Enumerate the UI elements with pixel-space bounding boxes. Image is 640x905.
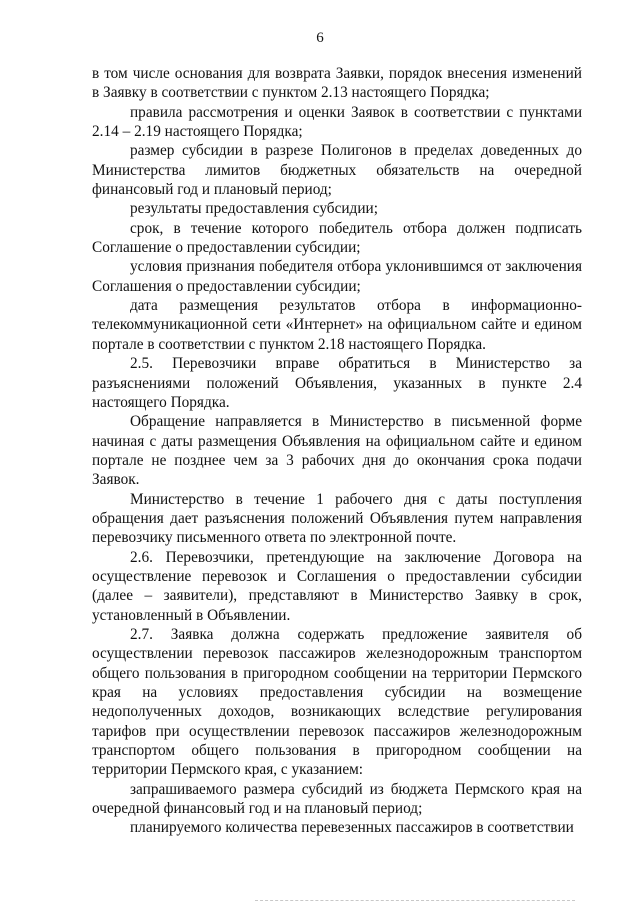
paragraph: в том числе основания для возврата Заявки, порядок внесения изменений в Заявку в соответствии с пунктом 2.13 настоящего Порядка; xyxy=(92,65,582,102)
paragraph: размер субсидии в разрезе Полигонов в пределах доведенных до Министерства лимитов бюджетных обязательств на очередной финансовый год и плановый период; xyxy=(92,142,582,199)
paragraph: условия признания победителя отбора уклонившимся от заключения Соглашения о предоставлении субсидии; xyxy=(92,258,582,295)
paragraph: Министерство в течение 1 рабочего дня с даты поступления обращения дает разъяснения положений Объявления путем направления перевозчику письменного ответа по электронной почте. xyxy=(92,490,582,547)
paragraph: 2.6. Перевозчики, претендующие на заключение Договора на осуществление перевозок и Соглашения о предоставлении субсидии (далее – заявители), представляют в Министерство Заявку в срок, установленный в Объявлении. xyxy=(92,548,582,624)
paragraph: Обращение направляется в Министерство в письменной форме начиная с даты размещения Объявления на официальном сайте и едином портале не позднее чем за 3 рабочих дня до окончания срока подачи Заявок. xyxy=(92,413,582,489)
page-number: 6 xyxy=(316,30,324,46)
paragraph: срок, в течение которого победитель отбора должен подписать Соглашение о предоставлении субсидии; xyxy=(92,219,582,257)
paragraph: запрашиваемого размера субсидий из бюджета Пермского края на очередной финансовый год и на плановый период; xyxy=(92,780,582,818)
paragraph: 2.5. Перевозчики вправе обратиться в Министерство за разъяснениями положений Объявления, указанных в пункте 2.4 настоящего Порядка. xyxy=(92,355,582,411)
paragraph: дата размещения результатов отбора в информационно-телекоммуникационной сети «Интернет» на официальном сайте и едином портале в соответствии с пунктом 2.18 настоящего Порядка. xyxy=(92,297,582,353)
document-body xyxy=(92,64,582,838)
paragraph: 2.7. Заявка должна содержать предложение заявителя об осуществлении перевозок пассажиров железнодорожным транспортом общего пользования в пригородном сообщении на территории Пермского края на условиях предоставления субсидии на возмещение недополученных доходов, возникающих вследствие регулирования тарифов при осуществлении перевозок пассажиров железнодорожным транспортом общего пользования в пригородном сообщении на территории Пермского края, с указанием: xyxy=(92,625,582,779)
paragraph: планируемого количества перевезенных пассажиров в соответствии xyxy=(130,819,574,837)
paragraph: результаты предоставления субсидии; xyxy=(130,200,378,218)
paragraph: правила рассмотрения и оценки Заявок в соответствии с пунктами 2.14 – 2.19 настоящего Порядка; xyxy=(92,103,582,141)
page-bottom-rule xyxy=(255,900,575,901)
